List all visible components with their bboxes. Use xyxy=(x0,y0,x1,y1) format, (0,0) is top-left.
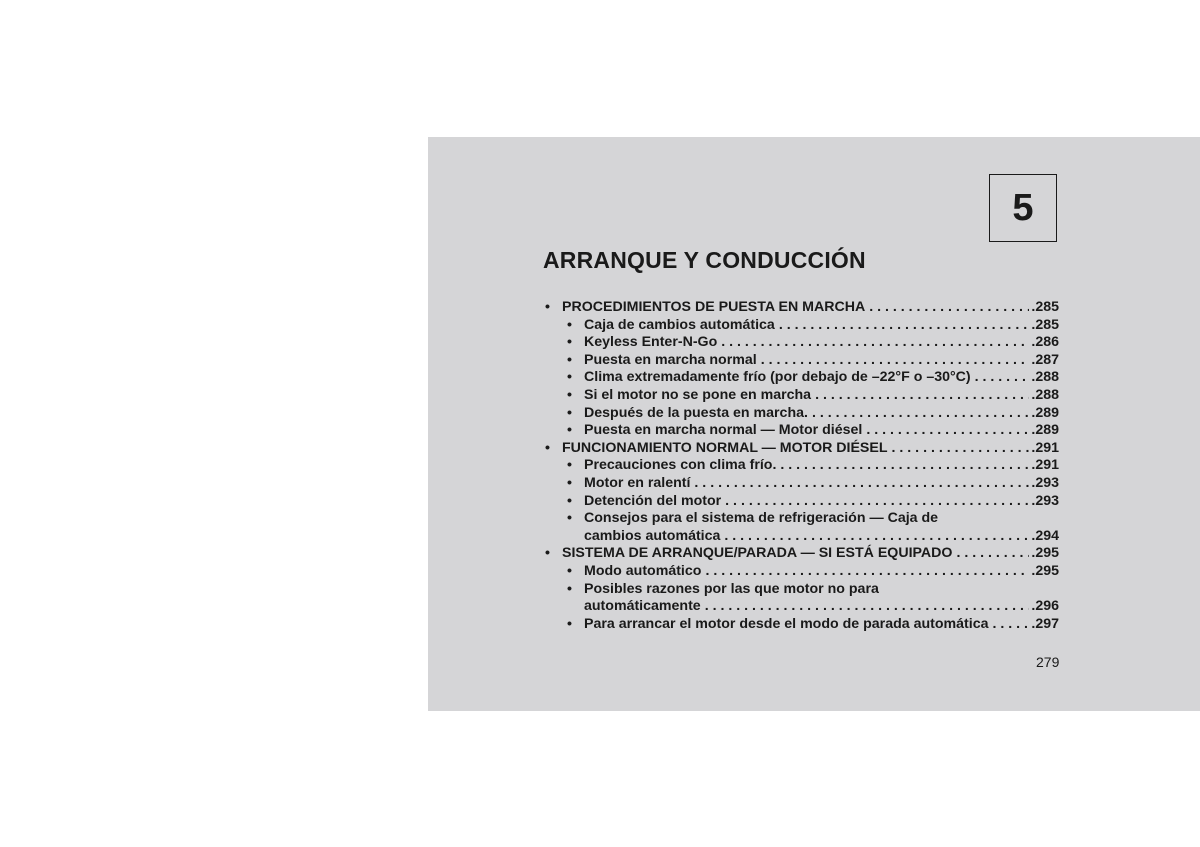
dot-leader xyxy=(971,369,1030,387)
toc-entry-title: Caja de cambios automática xyxy=(584,316,775,333)
dot-leader xyxy=(721,493,1029,511)
bullet-icon: • xyxy=(567,316,572,333)
dot-leader xyxy=(888,440,1030,458)
bullet-icon: • xyxy=(545,545,550,562)
toc-entry-title-continuation: cambios automática xyxy=(584,527,721,544)
dot-leader xyxy=(690,475,1029,493)
toc-entry[interactable] xyxy=(543,457,1059,475)
dot-leader xyxy=(720,528,1029,546)
dot-leader xyxy=(701,563,1029,581)
toc-entry-title: Detención del motor xyxy=(584,492,722,509)
toc-entry-title: Si el motor no se pone en marcha xyxy=(584,386,812,403)
toc-entry[interactable] xyxy=(543,352,1059,370)
chapter-number-box: 5 xyxy=(989,174,1057,242)
toc-entry[interactable] xyxy=(543,581,1059,616)
toc-entry-title: Puesta en marcha normal — Motor diésel xyxy=(584,422,863,439)
toc-entry[interactable] xyxy=(543,334,1059,352)
dot-leader xyxy=(811,387,1029,405)
toc-entry-title: Puesta en marcha normal xyxy=(584,351,757,368)
dot-leader xyxy=(865,299,1029,317)
bullet-icon: • xyxy=(567,510,572,527)
toc-entry-title: Clima extremadamente frío (por debajo de –22°F o –30°C) xyxy=(584,369,971,386)
bullet-icon: • xyxy=(567,474,572,491)
bullet-icon: • xyxy=(567,334,572,351)
toc-entry[interactable] xyxy=(543,493,1059,511)
toc-entry-page: .296 xyxy=(1031,598,1059,615)
toc-entry[interactable] xyxy=(543,545,1059,563)
dot-leader xyxy=(701,598,1030,616)
bullet-icon: • xyxy=(567,580,572,597)
dot-leader xyxy=(808,405,1029,423)
bullet-icon: • xyxy=(567,422,572,439)
chapter-title: ARRANQUE Y CONDUCCIÓN xyxy=(543,247,866,273)
toc-entry[interactable] xyxy=(543,616,1059,634)
toc-entry-page: .291 xyxy=(1031,439,1059,456)
toc-entry[interactable] xyxy=(543,563,1059,581)
toc-entry[interactable] xyxy=(543,299,1059,317)
toc-entry-page: .285 xyxy=(1031,316,1059,333)
bullet-icon: • xyxy=(545,299,550,315)
dot-leader xyxy=(776,457,1029,475)
bullet-icon: • xyxy=(567,386,572,403)
bullet-icon: • xyxy=(567,369,572,386)
toc-entry-page: .287 xyxy=(1031,351,1059,368)
toc-entry[interactable] xyxy=(543,440,1059,458)
bullet-icon: • xyxy=(567,492,572,509)
toc-entry-title: Posibles razones por las que motor no para xyxy=(584,580,879,597)
toc-entry-page: .295 xyxy=(1031,562,1059,579)
toc-entry-page: .285 xyxy=(1031,299,1059,315)
toc-entry-title: FUNCIONAMIENTO NORMAL — MOTOR DIÉSEL xyxy=(562,439,888,456)
toc-entry-page: .286 xyxy=(1031,334,1059,351)
dot-leader xyxy=(757,352,1030,370)
toc-entry-title: Motor en ralentí xyxy=(584,474,691,491)
page-panel xyxy=(428,137,1200,711)
toc-entry-title: Modo automático xyxy=(584,562,702,579)
toc-entry-page: .297 xyxy=(1031,615,1059,632)
dot-leader xyxy=(952,545,1029,563)
dot-leader xyxy=(717,334,1029,352)
toc-entry-page: .289 xyxy=(1031,422,1059,439)
bullet-icon: • xyxy=(567,404,572,421)
toc-entry[interactable] xyxy=(543,369,1059,387)
toc-entry-page: .294 xyxy=(1031,527,1059,544)
bullet-icon: • xyxy=(545,439,550,456)
toc-entry-title: Para arrancar el motor desde el modo de parada automática xyxy=(584,615,989,632)
toc-entry-page: .295 xyxy=(1031,545,1059,562)
toc-entry[interactable] xyxy=(543,317,1059,335)
toc-entry-page: .293 xyxy=(1031,492,1059,509)
page-number: 279 xyxy=(1036,654,1060,670)
toc-entry-title: Después de la puesta en marcha. xyxy=(584,404,808,421)
toc-entry-title: SISTEMA DE ARRANQUE/PARADA — SI ESTÁ EQUIPADO xyxy=(562,545,953,562)
toc-entry[interactable] xyxy=(543,405,1059,423)
toc-entry-title: Precauciones con clima frío. xyxy=(584,457,777,474)
toc-entry-title: Consejos para el sistema de refrigeración — Caja de xyxy=(584,510,939,527)
dot-leader xyxy=(775,317,1030,335)
toc-entry-title-continuation: automáticamente xyxy=(584,598,701,615)
toc-entry[interactable] xyxy=(543,475,1059,493)
bullet-icon: • xyxy=(567,457,572,474)
toc-entry-page: .288 xyxy=(1031,386,1059,403)
dot-leader xyxy=(862,422,1029,440)
bullet-icon: • xyxy=(567,351,572,368)
toc-entry-title: Keyless Enter-N-Go xyxy=(584,334,718,351)
toc-entry-page: .291 xyxy=(1031,457,1059,474)
toc-entry[interactable] xyxy=(543,387,1059,405)
toc-entry-page: .289 xyxy=(1031,404,1059,421)
toc-entry[interactable] xyxy=(543,422,1059,440)
toc-entry-page: .288 xyxy=(1031,369,1059,386)
toc-entry-title: PROCEDIMIENTOS DE PUESTA EN MARCHA xyxy=(562,299,866,315)
toc-entry[interactable] xyxy=(543,510,1059,545)
table-of-contents xyxy=(543,299,1059,633)
toc-entry-page: .293 xyxy=(1031,474,1059,491)
bullet-icon: • xyxy=(567,615,572,632)
bullet-icon: • xyxy=(567,562,572,579)
dot-leader xyxy=(989,616,1030,634)
